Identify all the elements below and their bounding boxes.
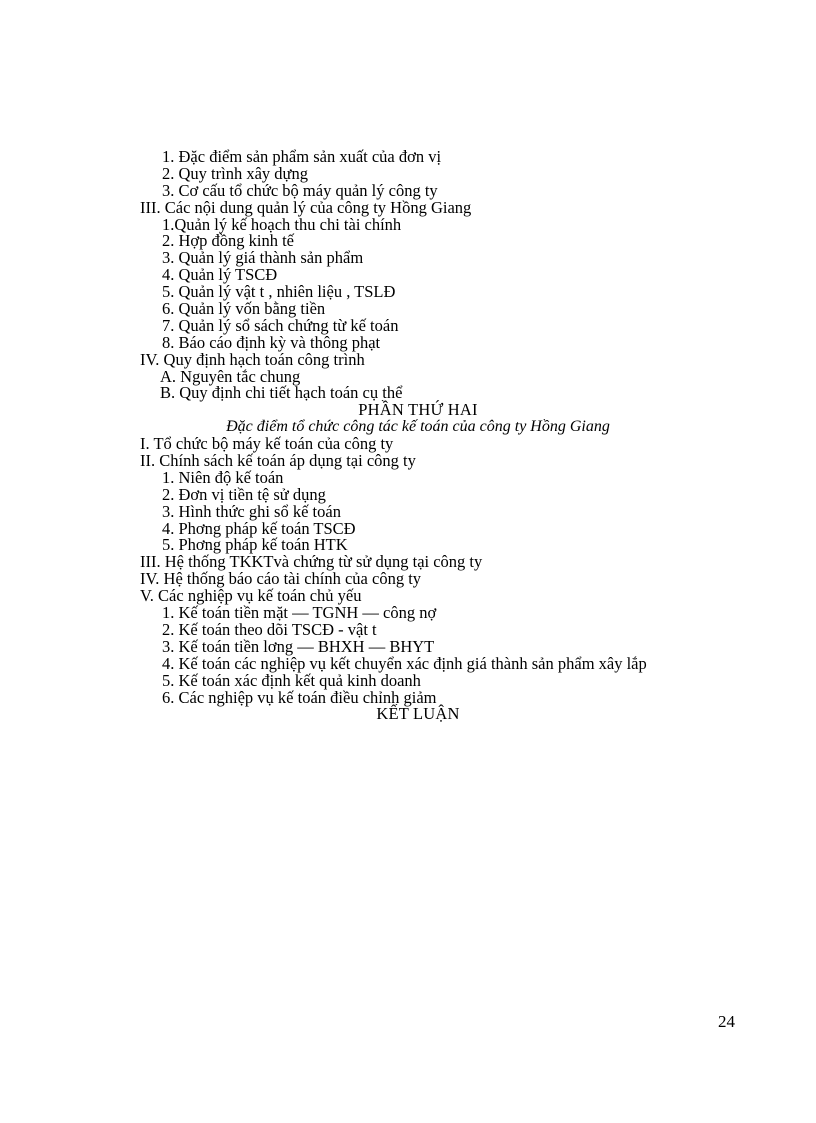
part-title: PHẦN THỨ HAI: [358, 400, 478, 420]
toc-line: 8. Báo cáo định kỳ và thông phạt: [162, 332, 381, 352]
toc-line: 7. Quản lý sổ sách chứng từ kế toán: [162, 315, 399, 335]
toc-line: 1. Kế toán tiền mặt — TGNH — công nợ: [162, 603, 437, 623]
toc-line: 3. Cơ cấu tổ chức bộ máy quản lý công ty: [162, 180, 438, 200]
toc-line: 5. Quản lý vật t , nhiên liệu , TSLĐ: [162, 282, 396, 302]
toc-line: 4. Quản lý TSCĐ: [162, 265, 278, 285]
toc-line: 6. Các nghiệp vụ kế toán điều chỉnh giảm: [162, 687, 437, 707]
toc-line: 4. Kế toán các nghiệp vụ kết chuyển xác định giá thành sản phẩm xây lắp: [162, 653, 647, 673]
toc-line: B. Quy định chi tiết hạch toán cụ thể: [160, 383, 403, 403]
toc-line: 3. Kế toán tiền lơng — BHXH — BHYT: [162, 636, 435, 656]
toc-line: V. Các nghiệp vụ kế toán chủ yếu: [140, 586, 362, 606]
conclusion-title: KẾT LUẬN: [376, 704, 460, 724]
toc-line: 6. Quản lý vốn bằng tiền: [162, 299, 326, 319]
toc-line: IV. Hệ thống báo cáo tài chính của công ty: [140, 569, 422, 589]
toc-line: 2. Kế toán theo dõi TSCĐ - vật t: [162, 619, 377, 639]
toc-line: A. Nguyên tắc chung: [160, 366, 301, 386]
toc-line: II. Chính sách kế toán áp dụng tại công ty: [140, 451, 416, 471]
toc-line: 1. Đặc điểm sản phẩm sản xuất của đơn vị: [162, 147, 442, 166]
toc-line: 1.Quản lý kế hoạch thu chi tài chính: [162, 214, 402, 234]
toc-line: 2. Đơn vị tiền tệ sử dụng: [162, 484, 326, 504]
toc-line: III. Các nội dung quản lý của công ty Hồng Giang: [140, 197, 472, 217]
toc-line: 5. Kế toán xác định kết quả kinh doanh: [162, 670, 421, 690]
part-subtitle: Đặc điểm tổ chức công tác kế toán của công ty Hồng Giang: [226, 418, 610, 436]
toc-line: 1. Niên độ kế toán: [162, 467, 284, 487]
toc-line: 2. Hợp đồng kinh tế: [162, 231, 295, 251]
page-number: 24: [718, 1012, 735, 1031]
toc-line: 3. Quản lý giá thành sản phẩm: [162, 248, 364, 268]
toc-line: III. Hệ thống TKKTvà chứng từ sử dụng tại công ty: [140, 552, 483, 572]
toc-line: I. Tổ chức bộ máy kế toán của công ty: [140, 434, 394, 454]
toc-line: 2. Quy trình xây dựng: [162, 163, 308, 183]
table-of-contents: [0, 149, 816, 723]
toc-line: 3. Hình thức ghi sổ kế toán: [162, 501, 341, 521]
toc-line: 5. Phơng pháp kế toán HTK: [162, 535, 348, 555]
toc-line: IV. Quy định hạch toán công trình: [140, 349, 365, 369]
toc-line: 4. Phơng pháp kế toán TSCĐ: [162, 518, 356, 538]
